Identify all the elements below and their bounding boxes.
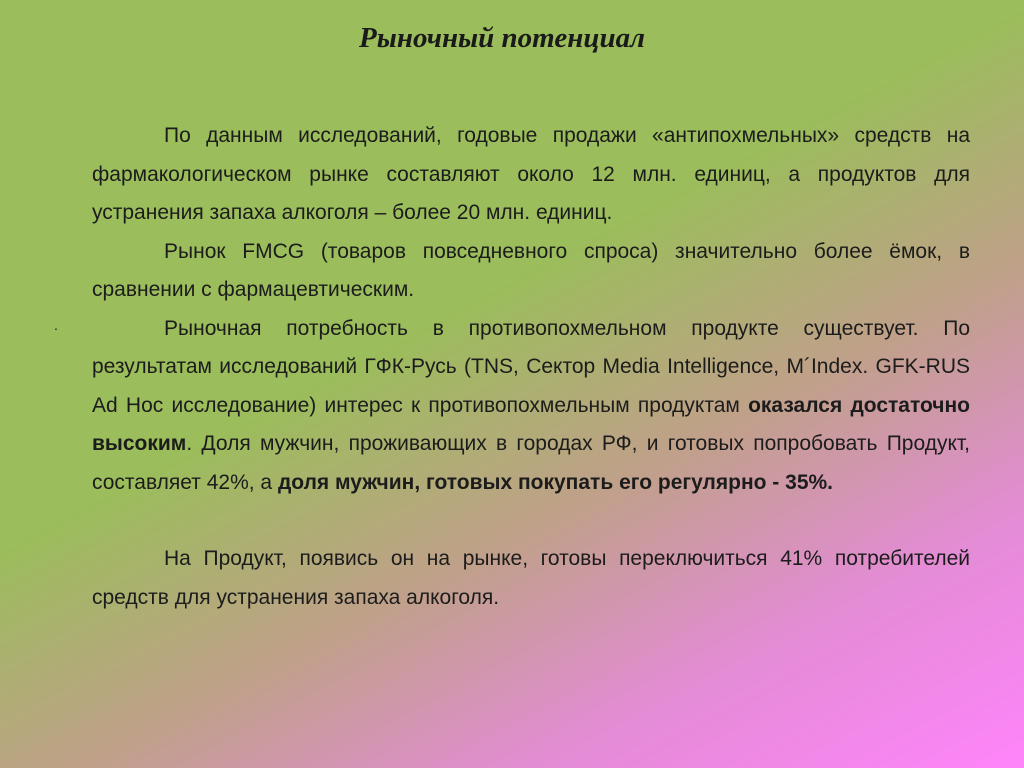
text-segment-bold: оказался достаточно высоким bbox=[92, 393, 970, 455]
text-segment: По данным исследований, годовые продажи «антипохмельных» средств на фармакологическом рынке составляют около 12 млн. единиц, а продуктов для устранения запаха алкоголя – более 20 млн. единиц. bbox=[92, 124, 970, 224]
slide-title: Рыночный потенциал bbox=[359, 22, 645, 54]
bullet-marker: . bbox=[54, 317, 58, 333]
text-segment: Рыночная потребность в противопохмельном продукте существует. По результатам исследований ГФК-Русь (TNS, Сектор Media Intelligence, M´Index. GFK-RUS Ad Hoc исследование) интерес к противопохмельным продуктам bbox=[92, 316, 970, 417]
paragraph-sales-volume bbox=[92, 117, 970, 233]
text-segment-bold: доля мужчин, готовых покупать его регулярно - 35%. bbox=[277, 470, 834, 494]
text-segment: На Продукт, появись он на рынке, готовы переключиться 41% потребителей средств для устранения запаха алкоголя. bbox=[92, 547, 970, 609]
slide-body bbox=[92, 117, 970, 617]
text-segment: . Доля мужчин, проживающих в городах РФ, и готовых попробовать Продукт, составляет 42%, а bbox=[92, 432, 970, 494]
text-segment: Рынок FMCG (товаров повседневного спроса) значительно более ёмок, в сравнении с фармацевтическим. bbox=[92, 239, 970, 301]
paragraph-fmcg-market bbox=[92, 233, 970, 310]
paragraph-market-need bbox=[92, 310, 970, 503]
paragraph-switching bbox=[92, 540, 970, 617]
